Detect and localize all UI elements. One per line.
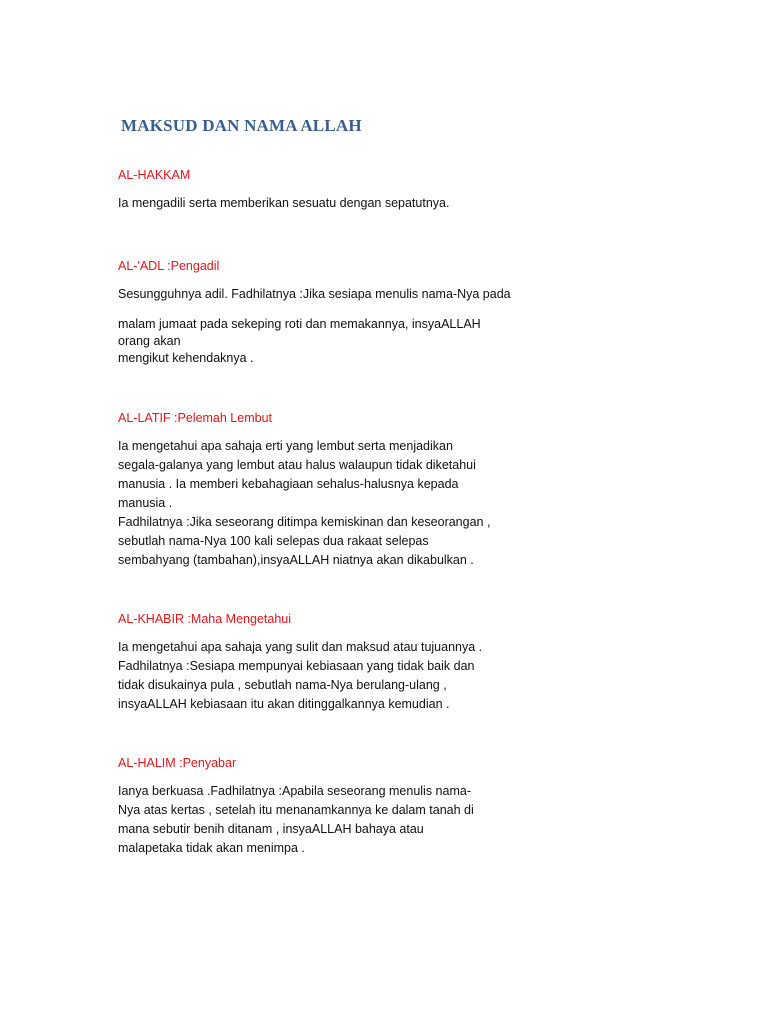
paragraph-line: sebutlah nama-Nya 100 kali selepas dua rakaat selepas [118, 534, 429, 548]
paragraph-line: mana sebutir benih ditanam , insyaALLAH bahaya atau [118, 822, 424, 836]
section-paragraph [118, 316, 481, 367]
section-heading-al-khabir: AL-KHABIR :Maha Mengetahui [118, 612, 292, 626]
section-paragraph [118, 437, 490, 570]
paragraph-line: segala-galanya yang lembut atau halus walaupun tidak diketahui [118, 458, 476, 472]
paragraph-line: insyaALLAH kebiasaan itu akan ditinggalkannya kemudian . [118, 697, 450, 711]
section-paragraph [118, 194, 449, 213]
paragraph-line: Ia mengetahui apa sahaja erti yang lembut serta menjadikan [118, 439, 453, 453]
paragraph-line: manusia . [118, 496, 173, 510]
paragraph-line: sembahyang (tambahan),insyaALLAH niatnya akan dikabulkan . [118, 553, 474, 567]
paragraph-line: manusia . Ia memberi kebahagiaan sehalus-halusnya kepada [118, 477, 459, 491]
paragraph-line: malapetaka tidak akan menimpa . [118, 841, 305, 855]
paragraph-line: mengikut kehendaknya . [118, 351, 254, 365]
paragraph-line: Sesungguhnya adil. Fadhilatnya :Jika sesiapa menulis nama-Nya pada [118, 287, 511, 301]
section-heading-al-latif: AL-LATIF :Pelemah Lembut [118, 411, 273, 425]
document-title: MAKSUD DAN NAMA ALLAH [121, 116, 362, 135]
section-heading-al-adl: AL-'ADL :Pengadil [118, 259, 220, 273]
paragraph-line: Nya atas kertas , setelah itu menanamkannya ke dalam tanah di [118, 803, 474, 817]
paragraph-line: malam jumaat pada sekeping roti dan memakannya, insyaALLAH [118, 317, 481, 331]
paragraph-line: Ia mengetahui apa sahaja yang sulit dan maksud atau tujuannya . [118, 640, 483, 654]
paragraph-line: orang akan [118, 334, 181, 348]
section-paragraph [118, 285, 511, 304]
section-heading-al-halim: AL-HALIM :Penyabar [118, 756, 237, 770]
paragraph-line: Ianya berkuasa .Fadhilatnya :Apabila seseorang menulis nama- [118, 784, 471, 798]
section-paragraph [118, 638, 482, 714]
paragraph-line: Fadhilatnya :Jika seseorang ditimpa kemiskinan dan keseorangan , [118, 515, 491, 529]
paragraph-line: Fadhilatnya :Sesiapa mempunyai kebiasaan yang tidak baik dan [118, 659, 475, 673]
section-heading-al-hakkam: AL-HAKKAM [118, 168, 191, 182]
section-paragraph [118, 782, 474, 858]
paragraph-line: Ia mengadili serta memberikan sesuatu dengan sepatutnya. [118, 196, 450, 210]
paragraph-line: tidak disukainya pula , sebutlah nama-Nya berulang-ulang , [118, 678, 447, 692]
